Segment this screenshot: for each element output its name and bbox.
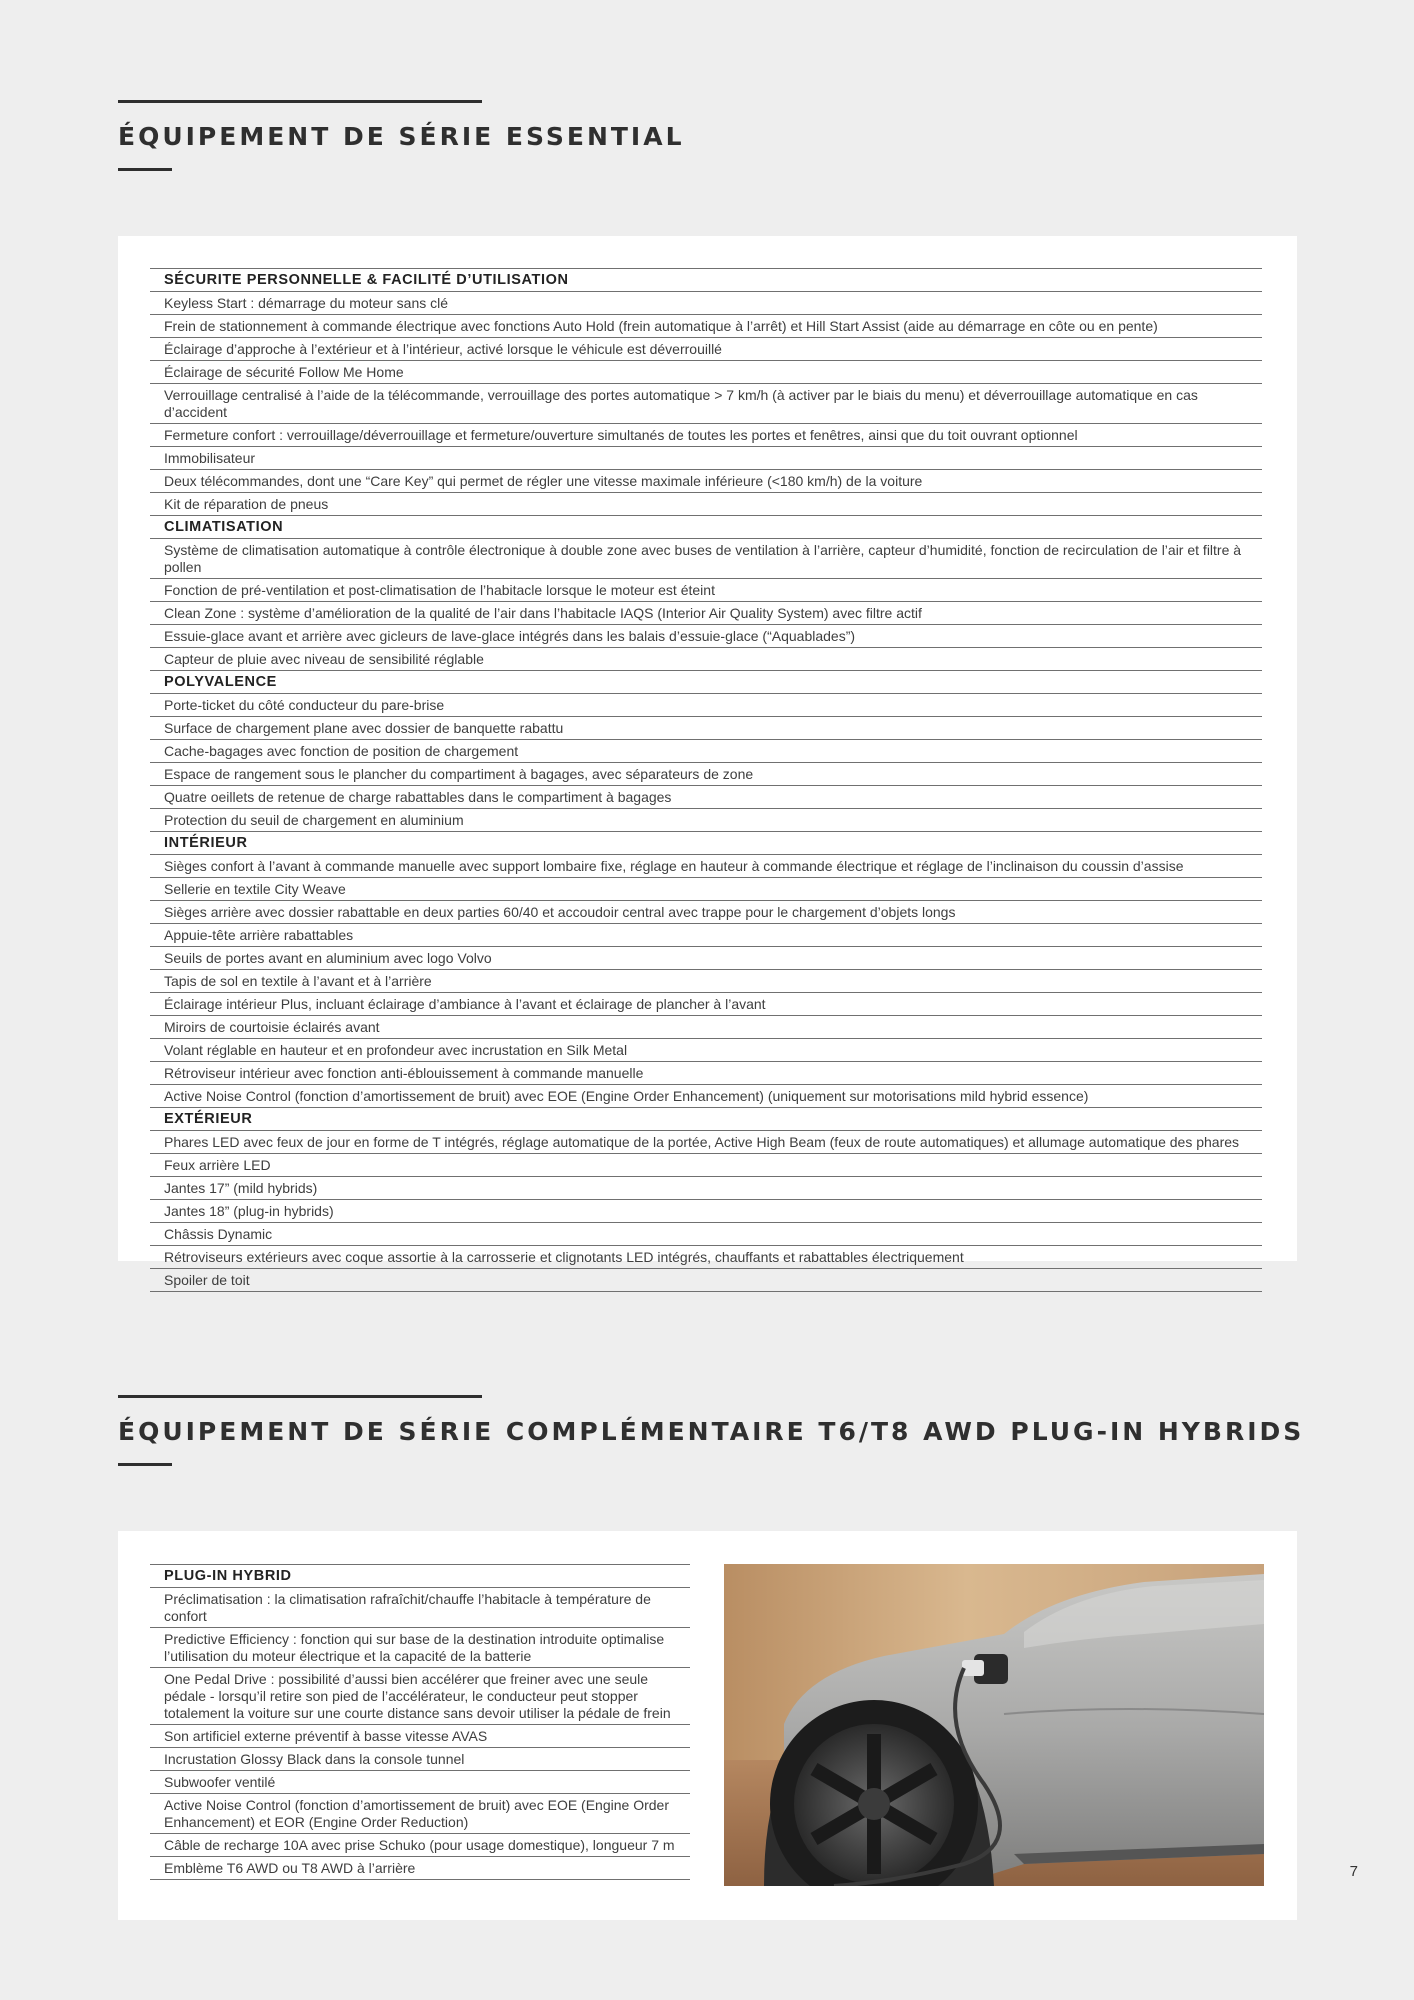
list-item: Espace de rangement sous le plancher du compartiment à bagages, avec séparateurs de zone	[150, 763, 1262, 786]
list-item: Clean Zone : système d’amélioration de la qualité de l’air dans l’habitacle IAQS (Interior Air Quality System) avec filtre actif	[150, 602, 1262, 625]
list-item: Son artificiel externe préventif à basse vitesse AVAS	[150, 1725, 690, 1748]
list-item: Verrouillage centralisé à l’aide de la télécommande, verrouillage des portes automatique > 7 km/h (à activer par le biais du menu) et déverrouillage automatique en cas d’accident	[150, 384, 1262, 424]
page-number: 7	[1349, 1863, 1358, 1880]
list-item: Rétroviseurs extérieurs avec coque assortie à la carrosserie et clignotants LED intégrés, chauffants et rabattables électriquement	[150, 1246, 1262, 1269]
list-item: Capteur de pluie avec niveau de sensibilité réglable	[150, 648, 1262, 671]
equipment-list-plugin-hybrid	[150, 1564, 690, 1880]
list-item: Sièges arrière avec dossier rabattable en deux parties 60/40 et accoudoir central avec trappe pour le chargement d’objets longs	[150, 901, 1262, 924]
list-item: Essuie-glace avant et arrière avec gicleurs de lave-glace intégrés dans les balais d’essuie-glace (“Aquablades”)	[150, 625, 1262, 648]
section2-header	[118, 1395, 1304, 1466]
header-rule-short	[118, 168, 172, 171]
list-item: Keyless Start : démarrage du moteur sans clé	[150, 292, 1262, 315]
list-item: Éclairage intérieur Plus, incluant éclairage d’ambiance à l’avant et éclairage de plancher à l’avant	[150, 993, 1262, 1016]
list-item: Kit de réparation de pneus	[150, 493, 1262, 516]
car-charging-illustration	[724, 1564, 1264, 1886]
category-heading: CLIMATISATION	[150, 516, 1262, 539]
list-item: Phares LED avec feux de jour en forme de T intégrés, réglage automatique de la portée, Active High Beam (feux de route automatiques) et allumage automatique des phares	[150, 1131, 1262, 1154]
list-item: Incrustation Glossy Black dans la console tunnel	[150, 1748, 690, 1771]
list-item: One Pedal Drive : possibilité d’aussi bien accélérer que freiner avec une seule pédale - lorsqu’il retire son pied de l’accélérateur, le conducteur peut stopper totalement la voiture sur une courte distance sans devoir utiliser la pédale de frein	[150, 1668, 690, 1725]
list-item: Active Noise Control (fonction d’amortissement de bruit) avec EOE (Engine Order Enhancement) et EOR (Engine Order Reduction)	[150, 1794, 690, 1834]
list-item: Fermeture confort : verrouillage/déverrouillage et fermeture/ouverture simultanés de toutes les portes et fenêtres, ainsi que du toit ouvrant optionnel	[150, 424, 1262, 447]
list-item: Volant réglable en hauteur et en profondeur avec incrustation en Silk Metal	[150, 1039, 1262, 1062]
section1-title: ÉQUIPEMENT DE SÉRIE ESSENTIAL	[118, 122, 685, 151]
list-item: Surface de chargement plane avec dossier de banquette rabattu	[150, 717, 1262, 740]
list-item: Appuie-tête arrière rabattables	[150, 924, 1262, 947]
equipment-list-essential	[150, 268, 1262, 1292]
list-item: Feux arrière LED	[150, 1154, 1262, 1177]
list-item: Sièges confort à l’avant à commande manuelle avec support lombaire fixe, réglage en hauteur à commande électrique et réglage de l’inclinaison du coussin d’assise	[150, 855, 1262, 878]
list-item: Quatre oeillets de retenue de charge rabattables dans le compartiment à bagages	[150, 786, 1262, 809]
header-rule-short	[118, 1463, 172, 1466]
list-item: Préclimatisation : la climatisation rafraîchit/chauffe l’habitacle à température de confort	[150, 1588, 690, 1628]
list-item: Miroirs de courtoisie éclairés avant	[150, 1016, 1262, 1039]
list-item: Deux télécommandes, dont une “Care Key” qui permet de régler une vitesse maximale inférieure (<180 km/h) de la voiture	[150, 470, 1262, 493]
list-item: Rétroviseur intérieur avec fonction anti-éblouissement à commande manuelle	[150, 1062, 1262, 1085]
list-item: Immobilisateur	[150, 447, 1262, 470]
list-item: Tapis de sol en textile à l’avant et à l’arrière	[150, 970, 1262, 993]
list-item: Système de climatisation automatique à contrôle électronique à double zone avec buses de ventilation à l’arrière, capteur d’humidité, fonction de recirculation de l’air et filtre à pollen	[150, 539, 1262, 579]
list-item: Câble de recharge 10A avec prise Schuko (pour usage domestique), longueur 7 m	[150, 1834, 690, 1857]
category-heading: INTÉRIEUR	[150, 832, 1262, 855]
list-item: Jantes 18” (plug-in hybrids)	[150, 1200, 1262, 1223]
list-item: Cache-bagages avec fonction de position de chargement	[150, 740, 1262, 763]
category-heading: POLYVALENCE	[150, 671, 1262, 694]
header-rule	[118, 100, 482, 103]
list-item: Fonction de pré-ventilation et post-climatisation de l’habitacle lorsque le moteur est éteint	[150, 579, 1262, 602]
car-charging-photo	[724, 1564, 1264, 1886]
list-item: Spoiler de toit	[150, 1269, 1262, 1292]
category-heading: EXTÉRIEUR	[150, 1108, 1262, 1131]
list-item: Éclairage d’approche à l’extérieur et à l’intérieur, activé lorsque le véhicule est déverrouillé	[150, 338, 1262, 361]
section1-header	[118, 100, 685, 171]
header-rule	[118, 1395, 482, 1398]
list-item: Emblème T6 AWD ou T8 AWD à l’arrière	[150, 1857, 690, 1880]
list-item: Predictive Efficiency : fonction qui sur base de la destination introduite optimalise l’utilisation du moteur électrique et la capacité de la batterie	[150, 1628, 690, 1668]
list-item: Frein de stationnement à commande électrique avec fonctions Auto Hold (frein automatique à l’arrêt) et Hill Start Assist (aide au démarrage en côte ou en pente)	[150, 315, 1262, 338]
list-item: Active Noise Control (fonction d’amortissement de bruit) avec EOE (Engine Order Enhancement) (uniquement sur motorisations mild hybrid essence)	[150, 1085, 1262, 1108]
section2-title: ÉQUIPEMENT DE SÉRIE COMPLÉMENTAIRE T6/T8 AWD PLUG-IN HYBRIDS	[118, 1417, 1305, 1446]
category-heading: SÉCURITE PERSONNELLE & FACILITÉ D’UTILISATION	[150, 268, 1262, 292]
list-item: Protection du seuil de chargement en aluminium	[150, 809, 1262, 832]
list-item: Sellerie en textile City Weave	[150, 878, 1262, 901]
section1-panel	[118, 236, 1297, 1288]
category-heading: PLUG-IN HYBRID	[150, 1564, 690, 1588]
list-item: Porte-ticket du côté conducteur du pare-brise	[150, 694, 1262, 717]
list-item: Éclairage de sécurité Follow Me Home	[150, 361, 1262, 384]
list-item: Jantes 17” (mild hybrids)	[150, 1177, 1262, 1200]
list-item: Seuils de portes avant en aluminium avec logo Volvo	[150, 947, 1262, 970]
list-item: Châssis Dynamic	[150, 1223, 1262, 1246]
list-item: Subwoofer ventilé	[150, 1771, 690, 1794]
